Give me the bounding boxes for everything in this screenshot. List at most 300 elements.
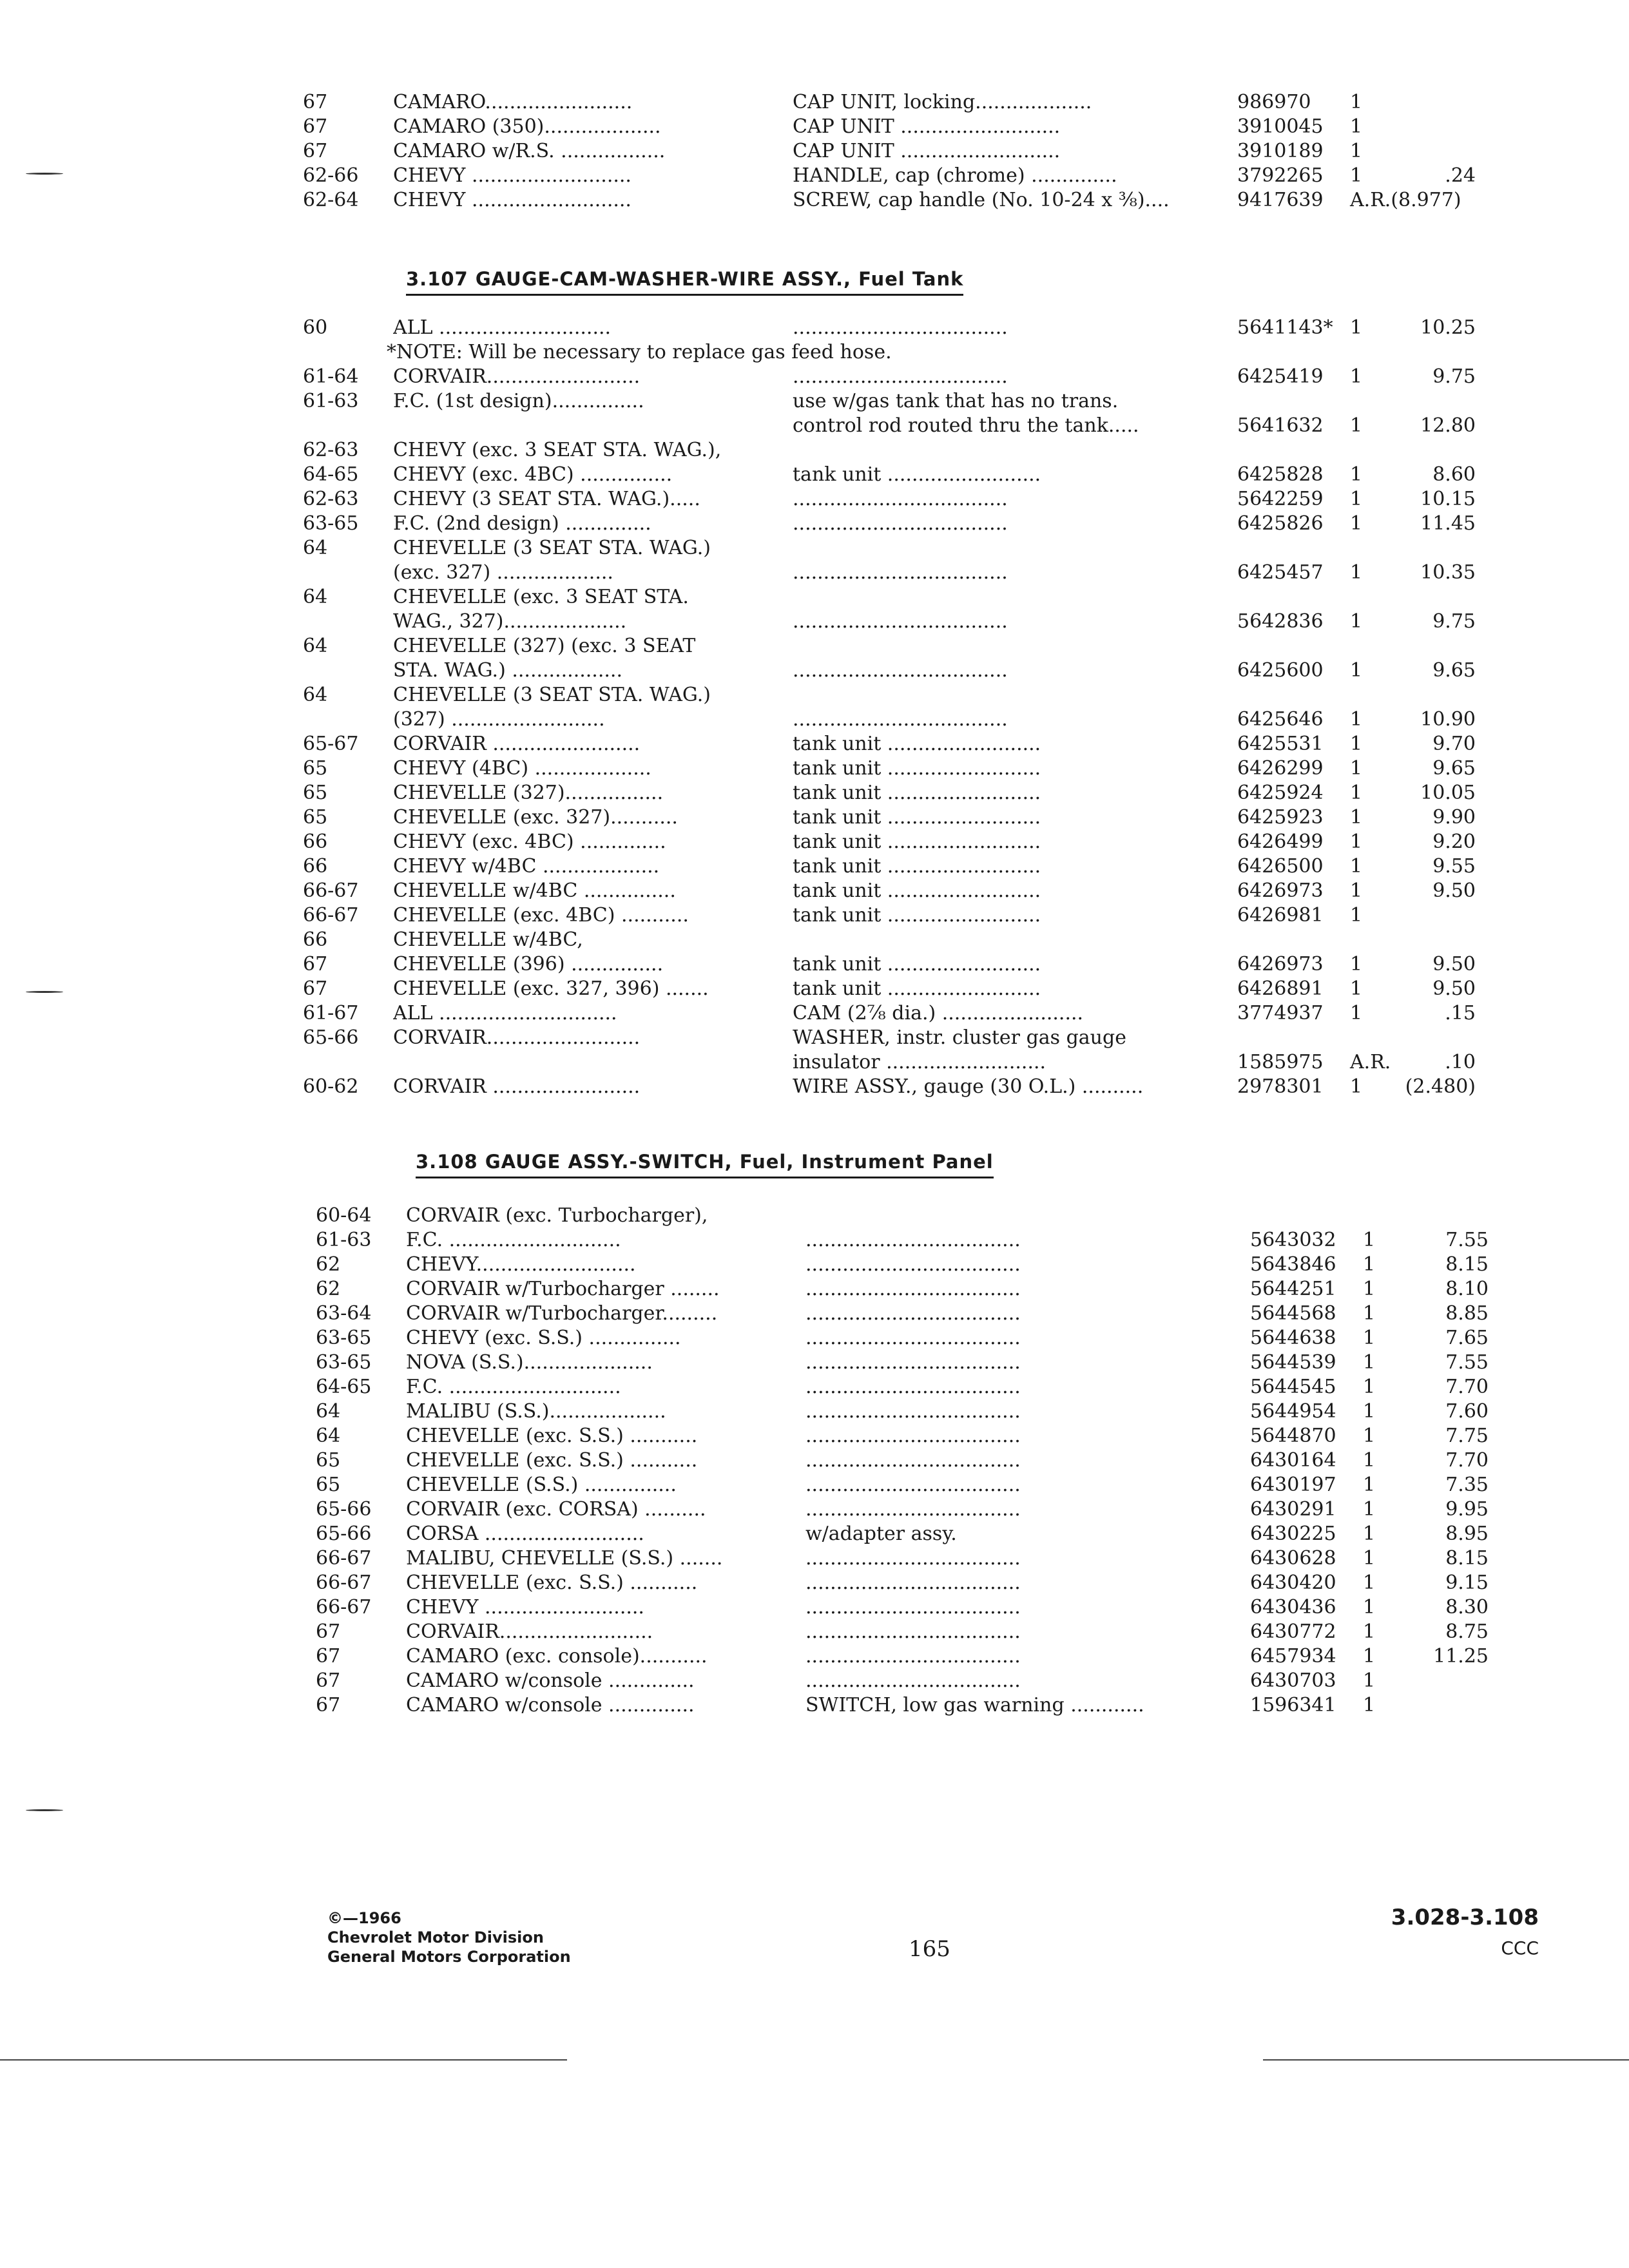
model-cell: CORVAIR (exc. Turbocharger), [406,1204,708,1227]
part-number-cell: 9417639 [1237,189,1324,211]
model-cell: (exc. 327) ................... [393,561,613,584]
part-number-cell: 6425828 [1237,463,1324,486]
description-cell: insulator .......................... [793,1051,1046,1073]
quantity-cell: 1 [1363,1547,1376,1570]
model-cell: CHEVY (3 SEAT STA. WAG.)..... [393,488,700,510]
model-cell: CORVAIR......................... [393,365,641,388]
price-cell: 8.85 [1445,1302,1489,1325]
model-cell: CHEVY.......................... [406,1253,636,1276]
price-cell: 7.65 [1445,1327,1489,1349]
table-row [316,1399,1489,1424]
model-cell: CORVAIR......................... [406,1620,653,1643]
part-number-cell: 5644638 [1250,1327,1336,1349]
quantity-cell: 1 [1350,953,1363,975]
quantity-cell: 1 [1350,414,1363,437]
table-row [303,634,1469,658]
quantity-cell: 1 [1350,733,1363,755]
part-number-cell: 6430772 [1250,1620,1336,1643]
model-cell: CAMARO (exc. console)........... [406,1645,708,1667]
description-cell: tank unit ......................... [793,855,1041,878]
model-cell: CAMARO w/R.S. ................. [393,140,666,162]
table-row [316,1644,1489,1669]
part-number-cell: 6425457 [1237,561,1324,584]
quantity-cell: 1 [1363,1498,1376,1521]
quantity-cell: 1 [1350,365,1363,388]
part-number-cell: 6425531 [1237,733,1324,755]
model-cell: STA. WAG.) .................. [393,659,622,682]
description-cell: ................................... [793,610,1008,633]
table-row [303,781,1476,805]
model-cell: CORVAIR......................... [393,1026,641,1049]
year-cell: 62-63 [303,439,359,461]
year-cell: 67 [303,140,328,162]
footer-corporation: General Motors Corporation [327,1948,571,1966]
year-cell: 60 [303,316,328,339]
price-cell: .24 [1445,164,1476,187]
model-cell: CHEVY (exc. 3 SEAT STA. WAG.), [393,439,722,461]
table-row [303,1026,1469,1050]
table-row [303,561,1476,585]
table-row [303,830,1476,854]
quantity-cell: 1 [1350,879,1363,902]
table-row [303,414,1476,438]
quantity-cell: 1 [1350,831,1363,853]
table-row [303,164,1476,188]
model-cell: CHEVELLE w/4BC, [393,928,583,951]
year-cell: 66 [303,928,328,951]
table-row [303,707,1476,732]
price-cell: 9.20 [1432,831,1476,853]
table-row [316,1375,1489,1399]
price-cell: (2.480) [1405,1075,1476,1098]
year-cell: 64 [316,1400,341,1423]
description-cell: ................................... [805,1669,1021,1692]
price-cell: 11.25 [1433,1645,1489,1667]
part-number-cell: 6425923 [1237,806,1324,829]
model-cell: CHEVELLE (exc. 4BC) ........... [393,904,689,927]
description-cell: CAM (2⅞ dia.) ....................... [793,1002,1084,1024]
parts-table-3-107 [303,316,1476,1099]
year-cell: 64 [316,1425,341,1447]
quantity-cell: A.R. [1350,1051,1391,1073]
table-row [303,536,1469,561]
quantity-cell: 1 [1363,1474,1376,1496]
quantity-cell: A.R.(8.977) [1350,189,1461,211]
quantity-cell: 1 [1363,1425,1376,1447]
description-cell: ................................... [805,1376,1021,1398]
model-cell: CHEVELLE (exc. S.S.) ........... [406,1425,698,1447]
year-cell: 66-67 [316,1571,372,1594]
description-cell: ................................... [805,1547,1021,1570]
description-cell: ................................... [793,488,1008,510]
quantity-cell: 1 [1350,782,1363,804]
table-row [316,1424,1489,1448]
model-cell: CHEVELLE (396) ............... [393,953,664,975]
price-cell: 7.70 [1445,1449,1489,1472]
table-row [303,1075,1476,1099]
table-row [316,1326,1489,1350]
price-cell: 7.75 [1445,1425,1489,1447]
year-cell: 64 [303,586,328,608]
year-cell: 67 [303,953,328,975]
description-cell: ................................... [805,1425,1021,1447]
table-row [303,977,1476,1001]
table-row [316,1350,1489,1375]
part-number-cell: 6430197 [1250,1474,1336,1496]
model-cell: F.C. (2nd design) .............. [393,512,651,535]
part-number-cell: 3910189 [1237,140,1324,162]
price-cell: 9.95 [1445,1498,1489,1521]
table-row [303,952,1476,977]
description-cell: ................................... [793,659,1008,682]
model-cell: F.C. ............................ [406,1376,621,1398]
model-cell: CHEVY w/4BC ................... [393,855,660,878]
description-cell: w/adapter assy. [805,1523,957,1545]
part-number-cell: 6457934 [1250,1645,1336,1667]
model-cell: ALL ............................ [393,316,612,339]
description-cell: ................................... [805,1645,1021,1667]
year-cell: 67 [303,977,328,1000]
part-number-cell: 6426891 [1237,977,1324,1000]
year-cell: 64-65 [303,463,359,486]
model-cell: CORVAIR (exc. CORSA) .......... [406,1498,706,1521]
quantity-cell: 1 [1350,140,1363,162]
quantity-cell: 1 [1350,561,1363,584]
part-number-cell: 6425924 [1237,782,1324,804]
quantity-cell: 1 [1350,512,1363,535]
quantity-cell: 1 [1363,1400,1376,1423]
description-cell: tank unit ......................... [793,806,1041,829]
quantity-cell: 1 [1350,977,1363,1000]
model-cell: CHEVELLE (327)................ [393,782,664,804]
model-cell: CAMARO w/console .............. [406,1694,695,1716]
quantity-cell: 1 [1350,855,1363,878]
part-number-cell: 1596341 [1250,1694,1336,1716]
year-cell: 63-64 [316,1302,372,1325]
quantity-cell: 1 [1363,1229,1376,1251]
table-row [316,1253,1489,1277]
quantity-cell: 1 [1363,1253,1376,1276]
year-cell: 61-63 [303,390,359,412]
price-cell: 9.50 [1432,977,1476,1000]
description-cell: tank unit ......................... [793,463,1041,486]
year-cell: 64-65 [316,1376,372,1398]
model-cell: CAMARO........................ [393,91,633,113]
price-cell: 7.70 [1445,1376,1489,1398]
year-cell: 60-62 [303,1075,359,1098]
table-row [316,1277,1489,1302]
year-cell: 61-64 [303,365,359,388]
quantity-cell: 1 [1350,757,1363,780]
quantity-cell: 1 [1363,1278,1376,1300]
year-cell: 66-67 [316,1596,372,1619]
part-number-cell: 5644954 [1250,1400,1336,1423]
quantity-cell: 1 [1350,164,1363,187]
description-cell: CAP UNIT .......................... [793,140,1061,162]
year-cell: 62-63 [303,488,359,510]
price-cell: 8.15 [1445,1253,1489,1276]
quantity-cell: 1 [1350,904,1363,927]
part-number-cell: 6426973 [1237,879,1324,902]
table-row [316,1669,1482,1693]
part-number-cell: 5644545 [1250,1376,1336,1398]
table-row [303,512,1476,536]
part-number-cell: 986970 [1237,91,1311,113]
quantity-cell: 1 [1350,708,1363,731]
table-row [316,1522,1489,1546]
price-cell: 9.65 [1432,659,1476,682]
quantity-cell: 1 [1350,115,1363,138]
table-note: *NOTE: Will be necessary to replace gas feed hose. [387,341,892,363]
part-number-cell: 5644539 [1250,1351,1336,1374]
part-number-cell: 6425419 [1237,365,1324,388]
part-number-cell: 6430225 [1250,1523,1336,1545]
description-cell: ................................... [805,1327,1021,1349]
model-cell: CORVAIR w/Turbocharger ........ [406,1278,720,1300]
part-number-cell: 5642836 [1237,610,1324,633]
price-cell: 8.75 [1445,1620,1489,1643]
parts-table-top [303,90,1476,213]
price-cell: 7.55 [1445,1351,1489,1374]
table-row [303,463,1476,487]
model-cell: CHEVY .......................... [393,189,631,211]
year-cell: 65-66 [316,1523,372,1545]
year-cell: 66 [303,831,328,853]
price-cell: 9.55 [1432,855,1476,878]
price-cell: 9.90 [1432,806,1476,829]
quantity-cell: 1 [1363,1694,1376,1716]
part-number-cell: 6425600 [1237,659,1324,682]
description-cell: tank unit ......................... [793,733,1041,755]
year-cell: 65 [316,1474,341,1496]
year-cell: 65-66 [316,1498,372,1521]
model-cell: CHEVELLE (exc. 3 SEAT STA. [393,586,689,608]
description-cell: CAP UNIT, locking................... [793,91,1092,113]
model-cell: CHEVELLE (exc. S.S.) ........... [406,1449,698,1472]
model-cell: CAMARO (350)................... [393,115,661,138]
model-cell: CHEVELLE w/4BC ............... [393,879,676,902]
table-row [303,1050,1476,1075]
quantity-cell: 1 [1363,1571,1376,1594]
table-row [316,1571,1489,1595]
part-number-cell: 3792265 [1237,164,1324,187]
quantity-cell: 1 [1350,463,1363,486]
price-cell: .15 [1445,1002,1476,1024]
description-cell: ................................... [793,512,1008,535]
table-row [303,732,1476,756]
price-cell: 8.15 [1445,1547,1489,1570]
year-cell: 64 [303,684,328,706]
quantity-cell: 1 [1350,1075,1363,1098]
footer-publisher [327,1908,571,1966]
table-row [316,1302,1489,1326]
year-cell: 61-63 [316,1229,372,1251]
quantity-cell: 1 [1363,1449,1376,1472]
quantity-cell: 1 [1363,1669,1376,1692]
part-number-cell: 5641632 [1237,414,1324,437]
year-cell: 66-67 [303,879,359,902]
table-row [303,438,1469,463]
price-cell: 10.35 [1420,561,1476,584]
part-number-cell: 5644870 [1250,1425,1336,1447]
table-row [303,928,1469,952]
price-cell: 8.30 [1445,1596,1489,1619]
price-cell: 7.35 [1445,1474,1489,1496]
description-cell: ................................... [805,1474,1021,1496]
year-cell: 65 [303,806,328,829]
description-cell: ................................... [793,365,1008,388]
model-cell: WAG., 327).................... [393,610,627,633]
price-cell: .10 [1445,1051,1476,1073]
price-cell: 10.25 [1420,316,1476,339]
year-cell: 65-66 [303,1026,359,1049]
model-cell: (327) ......................... [393,708,605,731]
price-cell: 11.45 [1420,512,1476,535]
part-number-cell: 6430420 [1250,1571,1336,1594]
bottom-rule-left [0,2059,567,2061]
model-cell: CHEVY .......................... [406,1596,644,1619]
quantity-cell: 1 [1363,1620,1376,1643]
model-cell: CHEVELLE (3 SEAT STA. WAG.) [393,684,711,706]
year-cell: 63-65 [303,512,359,535]
table-row [303,756,1476,781]
model-cell: CHEVY (4BC) ................... [393,757,651,780]
description-cell: tank unit ......................... [793,953,1041,975]
table-row [303,389,1469,414]
quantity-cell: 1 [1350,1002,1363,1024]
part-number-cell: 5641143* [1237,316,1333,339]
year-cell: 65 [316,1449,341,1472]
year-cell: 60-64 [316,1204,372,1227]
price-cell: 10.90 [1420,708,1476,731]
model-cell: CHEVELLE (S.S.) ............... [406,1474,677,1496]
model-cell: CORVAIR ........................ [393,1075,641,1098]
table-row [316,1448,1489,1473]
part-number-cell: 6430436 [1250,1596,1336,1619]
price-cell: 8.95 [1445,1523,1489,1545]
table-row [303,854,1476,879]
year-cell: 64 [303,635,328,657]
year-cell: 67 [303,91,328,113]
description-cell: ................................... [805,1253,1021,1276]
footer-range [1391,1902,1539,1964]
description-cell: WIRE ASSY., gauge (30 O.L.) .......... [793,1075,1144,1098]
section-title-3-107: 3.107 GAUGE-CAM-WASHER-WIRE ASSY., Fuel Tank [406,268,963,296]
year-cell: 62 [316,1253,341,1276]
punch-mark [26,173,63,175]
description-cell: WASHER, instr. cluster gas gauge [793,1026,1126,1049]
table-row [303,188,1469,213]
year-cell: 67 [316,1694,341,1716]
model-cell: CHEVY (exc. 4BC) ............... [393,463,673,486]
model-cell: CORVAIR ........................ [393,733,641,755]
part-number-cell: 5642259 [1237,488,1324,510]
year-cell: 63-65 [316,1327,372,1349]
quantity-cell: 1 [1363,1376,1376,1398]
year-cell: 66-67 [303,904,359,927]
year-cell: 65 [303,782,328,804]
quantity-cell: 1 [1350,659,1363,682]
model-cell: F.C. ............................ [406,1229,621,1251]
table-row [303,610,1476,634]
price-cell: 9.15 [1445,1571,1489,1594]
model-cell: CORVAIR w/Turbocharger......... [406,1302,718,1325]
price-cell: 8.10 [1445,1278,1489,1300]
year-cell: 67 [316,1645,341,1667]
quantity-cell: 1 [1363,1351,1376,1374]
part-number-cell: 6430291 [1250,1498,1336,1521]
year-cell: 66-67 [316,1547,372,1570]
description-cell: tank unit ......................... [793,831,1041,853]
table-row [303,585,1469,610]
year-cell: 65 [303,757,328,780]
price-cell: 10.15 [1420,488,1476,510]
description-cell: ................................... [805,1278,1021,1300]
part-number-cell: 6426981 [1237,904,1324,927]
model-cell: MALIBU (S.S.)................... [406,1400,666,1423]
model-cell: CHEVELLE (exc. 327)........... [393,806,678,829]
parts-table-3-108 [316,1204,1489,1718]
description-cell: tank unit ......................... [793,879,1041,902]
quantity-cell: 1 [1363,1645,1376,1667]
part-number-cell: 2978301 [1237,1075,1324,1098]
part-number-cell: 6425646 [1237,708,1324,731]
price-cell: 9.65 [1432,757,1476,780]
table-row [303,879,1476,903]
quantity-cell: 1 [1350,806,1363,829]
price-cell: 9.50 [1432,879,1476,902]
price-cell: 9.75 [1432,610,1476,633]
bottom-rule-right [1263,2059,1629,2061]
table-row [303,805,1476,830]
description-cell: tank unit ......................... [793,977,1041,1000]
year-cell: 67 [316,1620,341,1643]
quantity-cell: 1 [1363,1523,1376,1545]
table-row [303,115,1469,139]
description-cell: ................................... [805,1571,1021,1594]
price-cell: 9.70 [1432,733,1476,755]
quantity-cell: 1 [1350,91,1363,113]
catalog-code: CCC [1501,1937,1539,1959]
model-cell: CHEVY .......................... [393,164,631,187]
footer-copyright: ©—1966 [327,1909,401,1927]
price-cell: 9.50 [1432,953,1476,975]
description-cell: tank unit ......................... [793,904,1041,927]
description-cell: CAP UNIT .......................... [793,115,1061,138]
model-cell: CHEVELLE (exc. S.S.) ........... [406,1571,698,1594]
part-number-cell: 6425826 [1237,512,1324,535]
model-cell: CHEVELLE (3 SEAT STA. WAG.) [393,537,711,559]
punch-mark [26,1809,63,1811]
year-cell: 62-64 [303,189,359,211]
model-cell: CHEVY (exc. S.S.) ............... [406,1327,681,1349]
year-cell: 65-67 [303,733,359,755]
table-row [316,1497,1489,1522]
table-row [316,1473,1489,1497]
model-cell: CHEVELLE (327) (exc. 3 SEAT [393,635,696,657]
description-cell: ................................... [793,561,1008,584]
table-row [316,1693,1482,1718]
footer-division: Chevrolet Motor Division [327,1928,544,1946]
year-cell: 62 [316,1278,341,1300]
description-cell: tank unit ......................... [793,782,1041,804]
part-number-cell: 5644568 [1250,1302,1336,1325]
part-number-cell: 6430703 [1250,1669,1336,1692]
part-number-cell: 6426499 [1237,831,1324,853]
year-cell: 63-65 [316,1351,372,1374]
description-cell: HANDLE, cap (chrome) .............. [793,164,1117,187]
quantity-cell: 1 [1363,1596,1376,1619]
